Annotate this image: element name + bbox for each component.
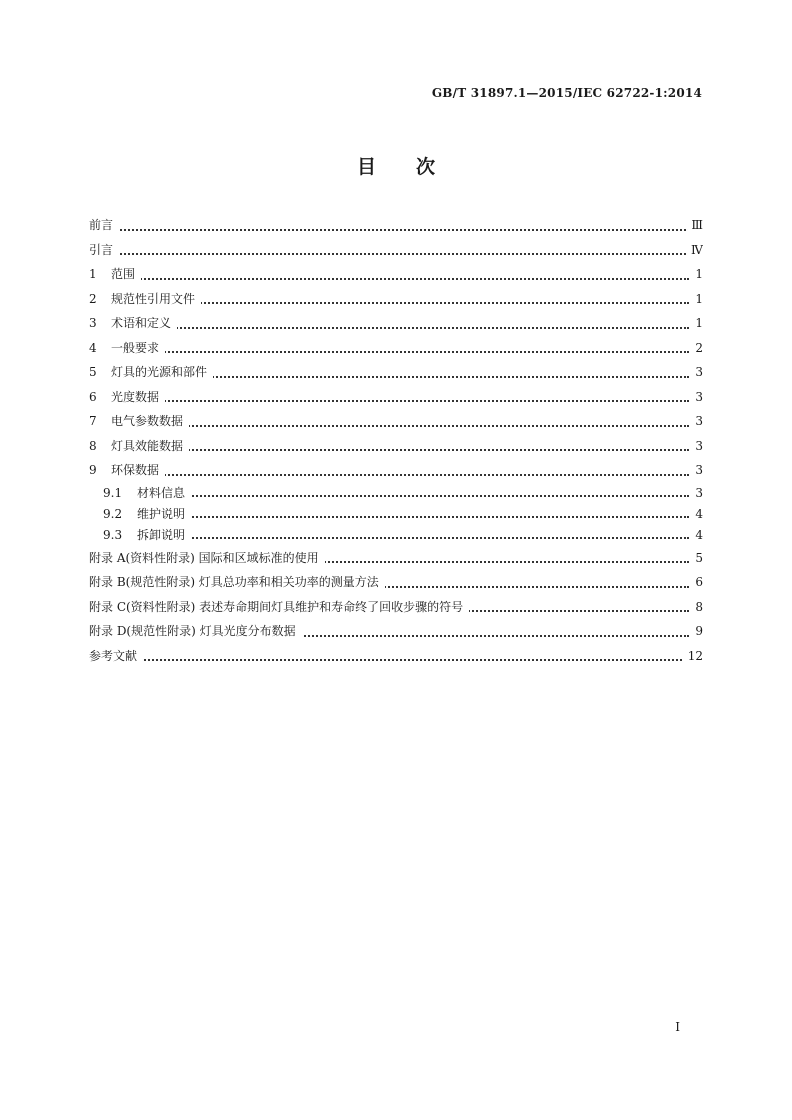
toc-entry-text: 前言 [89,218,114,232]
toc-entry-page: 4 [691,504,703,525]
toc-entry-annex-d[interactable] [89,619,703,644]
toc-entry-page: 3 [691,483,703,504]
toc-entry-text: 材料信息 [137,485,186,500]
toc-entry-text: 维护说明 [137,506,186,521]
toc-entry-text: 参考文献 [89,648,138,663]
toc-entry-introduction[interactable] [89,238,703,263]
toc-entry-page: 3 [691,434,703,459]
toc-entry-foreword[interactable] [89,213,703,238]
toc-entry-page: 9 [691,619,703,644]
toc-entry-text: 附录 B(规范性附录) 灯具总功率和相关功率的测量方法 [89,575,379,589]
toc-entry-text: 范围 [111,267,136,281]
toc-entry-text: 规范性引用文件 [111,291,196,306]
toc-entry-page: 2 [691,336,703,361]
toc-entry-page: 5 [691,546,703,571]
toc-title-part1: 目 [356,156,376,178]
toc-entry-annex-a[interactable] [89,546,703,571]
toc-entry-page: Ⅲ [687,213,703,238]
toc-entry-page: 6 [691,570,703,595]
toc-entry-number: 3 [89,316,97,330]
dot-leader [89,229,689,231]
toc-entry-section-3[interactable] [89,311,703,336]
dot-leader [89,659,689,661]
toc-entry-text: 灯具效能数据 [111,438,184,453]
toc-entry-text: 一般要求 [111,340,160,355]
toc-entry-section-2[interactable] [89,287,703,312]
toc-entry-page: Ⅳ [687,238,703,263]
toc-entry-page: 3 [691,458,703,483]
dot-leader [89,278,689,280]
dot-leader [89,400,689,402]
toc-entry-section-9[interactable] [89,458,703,483]
toc-entry-number: 5 [89,365,97,379]
toc-entry-page: 8 [691,595,703,620]
toc-entry-text: 灯具的光源和部件 [111,365,208,379]
dot-leader [89,351,689,353]
toc-entry-section-4[interactable] [89,336,703,361]
toc-entry-number: 7 [89,414,97,428]
toc-entry-text: 附录 D(规范性附录) 灯具光度分布数据 [89,624,296,638]
toc-entry-number: 9.1 [103,485,123,500]
toc-entry-section-5[interactable] [89,360,703,385]
table-of-contents [89,213,703,668]
dot-leader [89,327,689,329]
toc-entry-number: 1 [89,267,97,281]
toc-entry-annex-c[interactable] [89,595,703,620]
toc-entry-text: 附录 A(资料性附录) 国际和区域标准的使用 [89,550,319,565]
toc-entry-page: 3 [691,360,703,385]
toc-entry-page: 12 [684,644,703,669]
toc-entry-section-9-3[interactable] [89,525,703,546]
toc-entry-page: 3 [691,385,703,410]
dot-leader [89,253,689,255]
toc-entry-number: 9.2 [103,506,123,521]
toc-entry-text: 附录 C(资料性附录) 表述寿命期间灯具维护和寿命终了回收步骤的符号 [89,599,464,614]
toc-entry-text: 电气参数数据 [111,414,184,428]
toc-entry-text: 引言 [89,242,114,257]
toc-entry-page: 1 [691,311,703,336]
toc-entry-number: 8 [89,438,97,453]
toc-entry-text: 术语和定义 [111,316,172,330]
dot-leader [89,474,689,476]
toc-entry-text: 光度数据 [111,389,160,404]
toc-entry-page: 1 [691,262,703,287]
toc-entry-section-7[interactable] [89,409,703,434]
toc-entry-annex-b[interactable] [89,570,703,595]
toc-entry-section-1[interactable] [89,262,703,287]
toc-title [0,152,792,179]
toc-entry-page: 3 [691,409,703,434]
toc-entry-number: 4 [89,340,97,355]
toc-title-part2: 次 [416,156,436,178]
toc-entry-number: 9.3 [103,527,123,542]
toc-entry-section-6[interactable] [89,385,703,410]
toc-entry-page: 1 [691,287,703,312]
toc-entry-text: 环保数据 [111,463,160,477]
toc-entry-section-8[interactable] [89,434,703,459]
toc-entry-section-9-2[interactable] [89,504,703,525]
standard-code-header: GB/T 31897.1—2015/IEC 62722-1:2014 [431,86,702,100]
toc-entry-number: 9 [89,463,97,477]
toc-entry-text: 拆卸说明 [137,527,186,542]
toc-entry-section-9-1[interactable] [89,483,703,504]
toc-entry-bibliography[interactable] [89,644,703,669]
toc-entry-page: 4 [691,525,703,546]
page-number: I [675,1020,680,1034]
toc-entry-number: 2 [89,291,97,306]
toc-entry-number: 6 [89,389,97,404]
